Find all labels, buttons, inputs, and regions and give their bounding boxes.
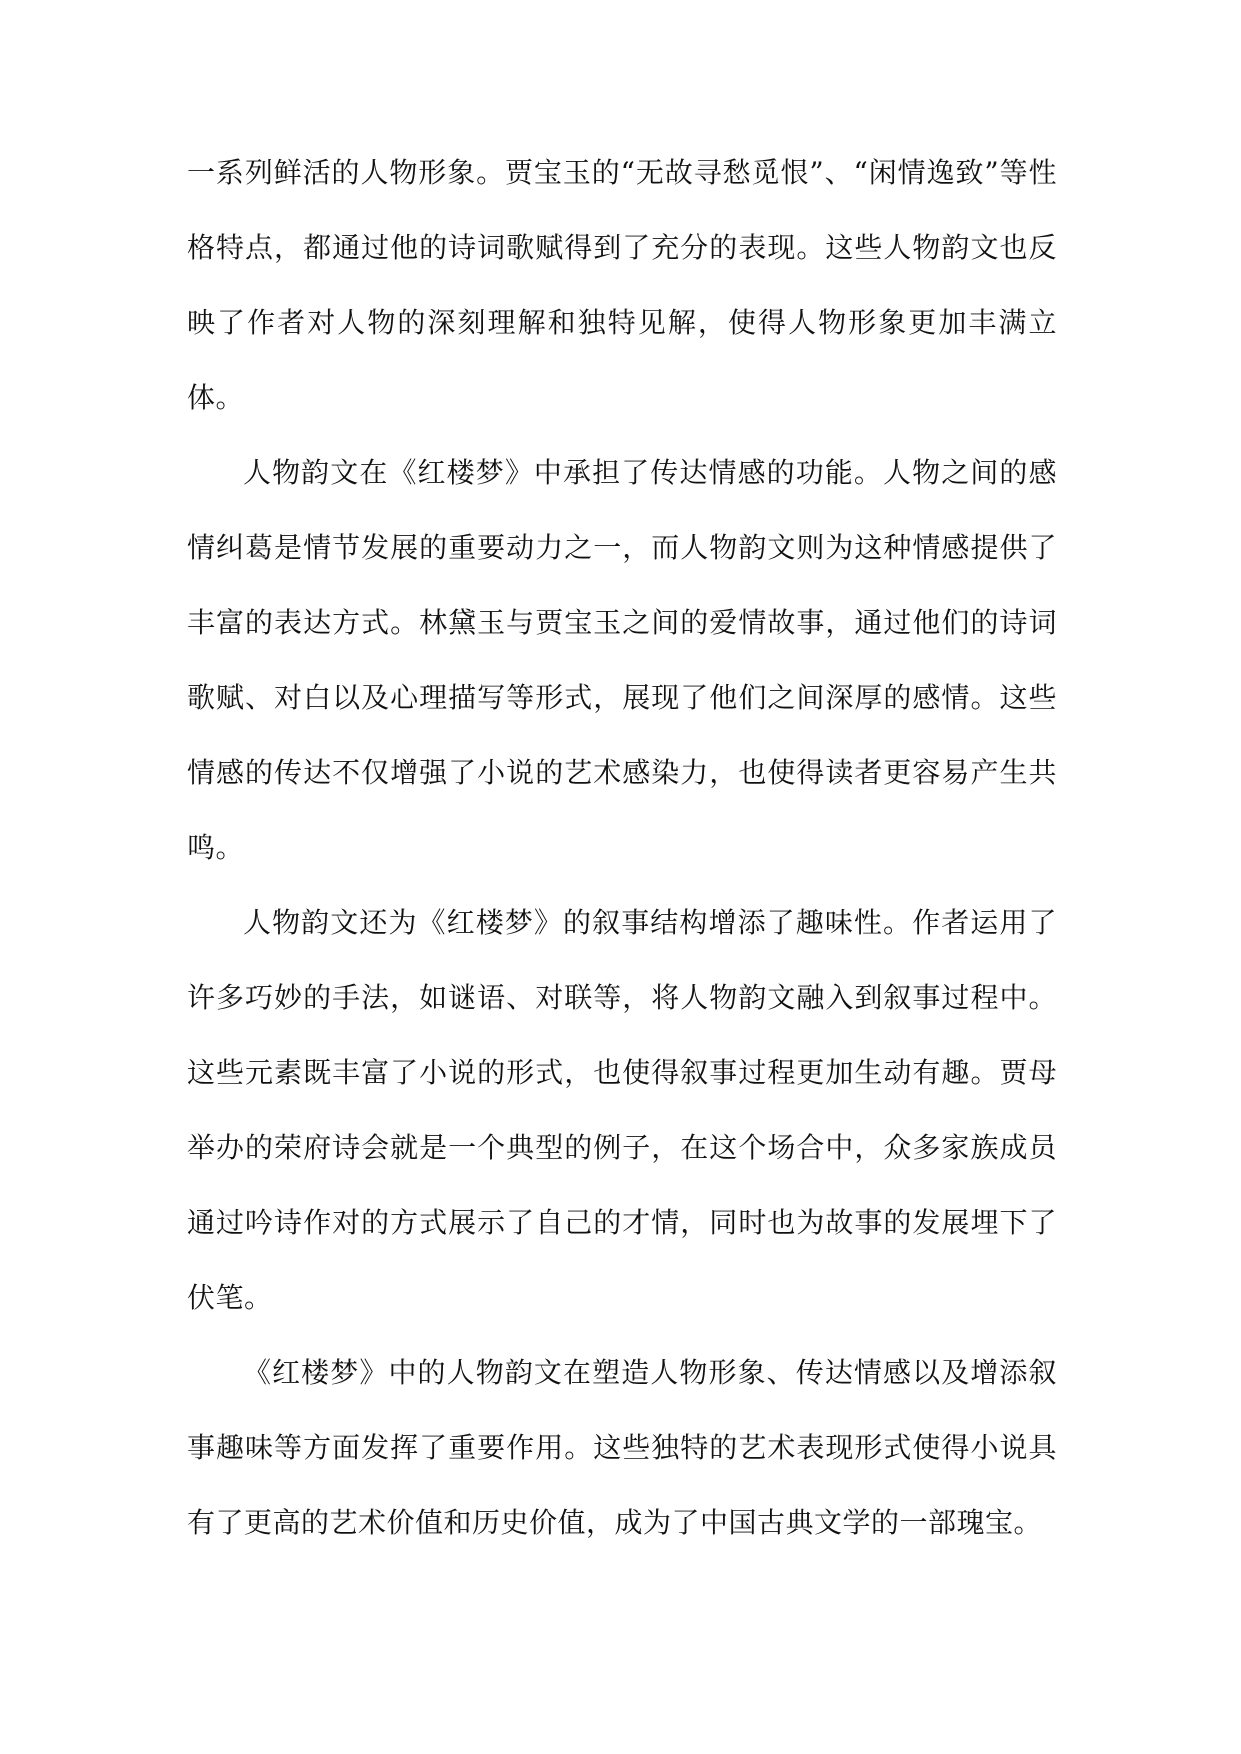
document-body: [187, 135, 1057, 1560]
paragraph-2: 人物韵文在《红楼梦》中承担了传达情感的功能。人物之间的感情纠葛是情节发展的重要动力之一，而人物韵文则为这种情感提供了丰富的表达方式。林黛玉与贾宝玉之间的爱情故事，通过他们的诗词歌赋、对白以及心理描写等形式，展现了他们之间深厚的感情。这些情感的传达不仅增强了小说的艺术感染力，也使得读者更容易产生共鸣。: [187, 456, 1057, 864]
paragraph-3: 人物韵文还为《红楼梦》的叙事结构增添了趣味性。作者运用了许多巧妙的手法，如谜语、对联等，将人物韵文融入到叙事过程中。这些元素既丰富了小说的形式，也使得叙事过程更加生动有趣。贾母举办的荣府诗会就是一个典型的例子，在这个场合中，众多家族成员通过吟诗作对的方式展示了自己的才情，同时也为故事的发展埋下了伏笔。: [187, 906, 1057, 1314]
paragraph-4: 《红楼梦》中的人物韵文在塑造人物形象、传达情感以及增添叙事趣味等方面发挥了重要作用。这些独特的艺术表现形式使得小说具有了更高的艺术价值和历史价值，成为了中国古典文学的一部瑰宝。: [187, 1356, 1057, 1539]
paragraph-1: 一系列鲜活的人物形象。贾宝玉的“无故寻愁觅恨”、“闲情逸致”等性格特点，都通过他的诗词歌赋得到了充分的表现。这些人物韵文也反映了作者对人物的深刻理解和独特见解，使得人物形象更加丰满立体。: [187, 156, 1057, 414]
